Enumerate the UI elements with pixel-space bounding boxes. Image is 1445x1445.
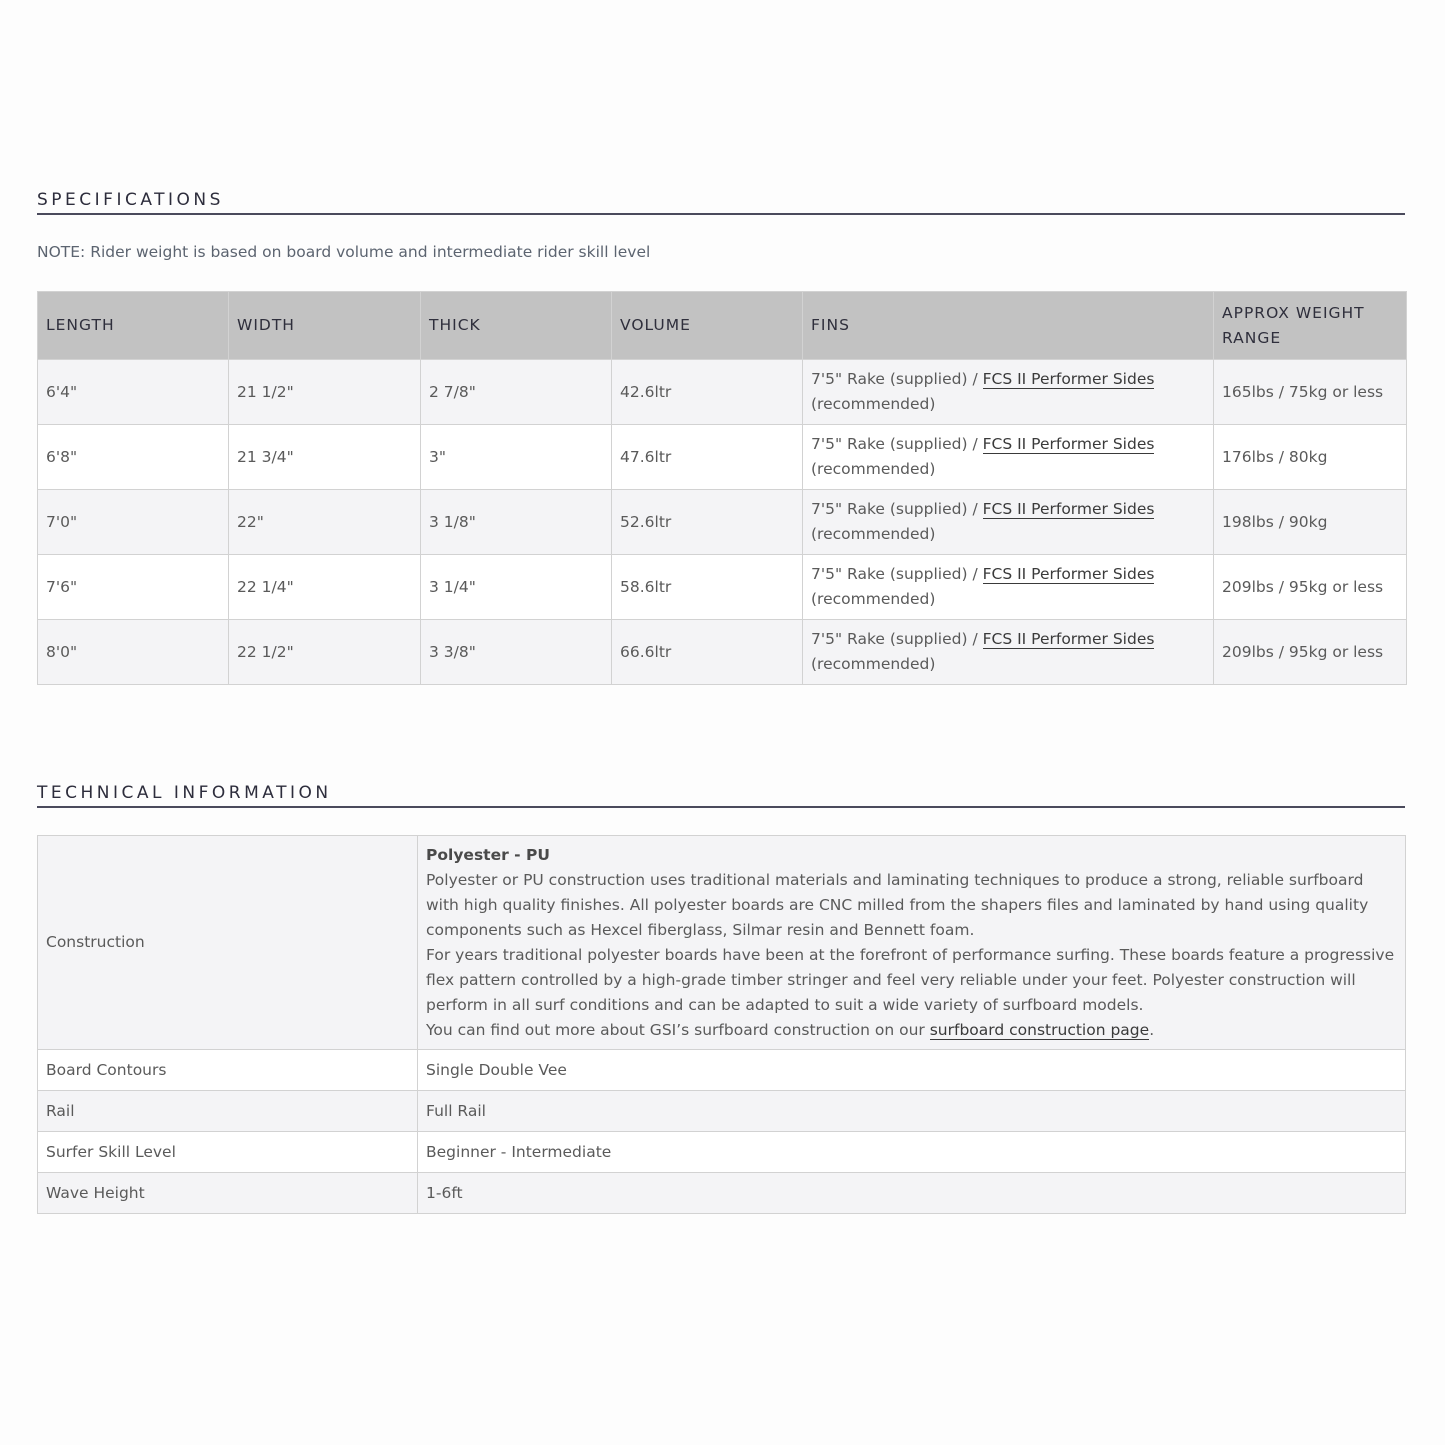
- cell-thick: 3 1/8": [421, 490, 612, 555]
- cell-fins: [803, 360, 1214, 425]
- cell-width: 21 3/4": [229, 425, 421, 490]
- table-row: [38, 490, 1407, 555]
- table-row: [38, 555, 1407, 620]
- cell-length: 6'4": [38, 360, 229, 425]
- cell-volume: 66.6ltr: [612, 620, 803, 685]
- fins-link[interactable]: FCS II Performer Sides: [982, 500, 1155, 518]
- cell-thick: 3": [421, 425, 612, 490]
- fins-supplied: 7'5" Rake (supplied) /: [811, 565, 983, 583]
- header-fins: FINS: [803, 292, 1214, 360]
- cell-volume: 58.6ltr: [612, 555, 803, 620]
- header-thick: THICK: [421, 292, 612, 360]
- table-header-row: [38, 292, 1407, 360]
- table-row: [38, 1173, 1406, 1214]
- table-row: [38, 360, 1407, 425]
- cell-thick: 2 7/8": [421, 360, 612, 425]
- fins-supplied: 7'5" Rake (supplied) /: [811, 500, 983, 518]
- cell-weight: 209lbs / 95kg or less: [1214, 620, 1407, 685]
- header-volume: VOLUME: [612, 292, 803, 360]
- cell-weight: 165lbs / 75kg or less: [1214, 360, 1407, 425]
- cell-length: 7'6": [38, 555, 229, 620]
- cell-width: 22 1/2": [229, 620, 421, 685]
- cell-width: 22 1/4": [229, 555, 421, 620]
- specifications-heading: SPECIFICATIONS: [37, 190, 1405, 215]
- cell-width: 21 1/2": [229, 360, 421, 425]
- cell-volume: 52.6ltr: [612, 490, 803, 555]
- cell-thick: 3 3/8": [421, 620, 612, 685]
- cell-length: 6'8": [38, 425, 229, 490]
- construction-paragraph-2: For years traditional polyester boards have been at the forefront of performance surfing. These boards feature a progressive flex pattern controlled by a high-grade timber stringer and feel very reliable under your feet. Polyester construction will perform in all surf conditions and can be adapted to suit a wide variety of surfboard models.: [426, 945, 1395, 1014]
- cell-fins: [803, 425, 1214, 490]
- row-value: Single Double Vee: [418, 1050, 1406, 1091]
- row-value: 1-6ft: [418, 1173, 1406, 1214]
- technical-heading: TECHNICAL INFORMATION: [37, 783, 1405, 808]
- row-label: Wave Height: [38, 1173, 418, 1214]
- cell-weight: 198lbs / 90kg: [1214, 490, 1407, 555]
- cell-length: 7'0": [38, 490, 229, 555]
- table-row: [38, 1050, 1406, 1091]
- fins-recommended: (recommended): [811, 525, 936, 543]
- cell-weight: 209lbs / 95kg or less: [1214, 555, 1407, 620]
- fins-link[interactable]: FCS II Performer Sides: [982, 370, 1155, 388]
- row-label: Surfer Skill Level: [38, 1132, 418, 1173]
- surfboard-construction-link[interactable]: surfboard construction page: [929, 1020, 1150, 1039]
- construction-paragraph-3: You can find out more about GSI’s surfboard construction on our: [426, 1020, 930, 1039]
- row-label: Board Contours: [38, 1050, 418, 1091]
- table-row: [38, 425, 1407, 490]
- fins-recommended: (recommended): [811, 460, 936, 478]
- cell-fins: [803, 555, 1214, 620]
- specifications-table: [37, 291, 1407, 685]
- row-label: Rail: [38, 1091, 418, 1132]
- cell-weight: 176lbs / 80kg: [1214, 425, 1407, 490]
- construction-paragraph-1: Polyester or PU construction uses traditional materials and laminating techniques to produce a strong, reliable surfboard with high quality finishes. All polyester boards are CNC milled from the shapers files and laminated by hand using quality components such as Hexcel fiberglass, Silmar resin and Bennett foam.: [426, 870, 1369, 939]
- header-length: LENGTH: [38, 292, 229, 360]
- fins-supplied: 7'5" Rake (supplied) /: [811, 435, 983, 453]
- table-row: [38, 620, 1407, 685]
- cell-fins: [803, 490, 1214, 555]
- fins-link[interactable]: FCS II Performer Sides: [982, 435, 1155, 453]
- row-value: Beginner - Intermediate: [418, 1132, 1406, 1173]
- row-value: Full Rail: [418, 1091, 1406, 1132]
- construction-label: Construction: [38, 836, 418, 1050]
- header-weight: APPROX WEIGHT RANGE: [1214, 292, 1407, 360]
- construction-heading: Polyester - PU: [426, 845, 550, 864]
- fins-link[interactable]: FCS II Performer Sides: [982, 630, 1155, 648]
- table-row: [38, 1091, 1406, 1132]
- table-row-construction: [38, 836, 1406, 1050]
- fins-supplied: 7'5" Rake (supplied) /: [811, 630, 983, 648]
- fins-recommended: (recommended): [811, 590, 936, 608]
- fins-supplied: 7'5" Rake (supplied) /: [811, 370, 983, 388]
- rider-weight-note: NOTE: Rider weight is based on board volume and intermediate rider skill level: [37, 243, 651, 261]
- header-width: WIDTH: [229, 292, 421, 360]
- cell-volume: 47.6ltr: [612, 425, 803, 490]
- table-row: [38, 1132, 1406, 1173]
- cell-thick: 3 1/4": [421, 555, 612, 620]
- fins-recommended: (recommended): [811, 655, 936, 673]
- cell-length: 8'0": [38, 620, 229, 685]
- fins-recommended: (recommended): [811, 395, 936, 413]
- cell-width: 22": [229, 490, 421, 555]
- cell-volume: 42.6ltr: [612, 360, 803, 425]
- cell-fins: [803, 620, 1214, 685]
- technical-table: [37, 835, 1406, 1214]
- period: .: [1149, 1020, 1155, 1039]
- fins-link[interactable]: FCS II Performer Sides: [982, 565, 1155, 583]
